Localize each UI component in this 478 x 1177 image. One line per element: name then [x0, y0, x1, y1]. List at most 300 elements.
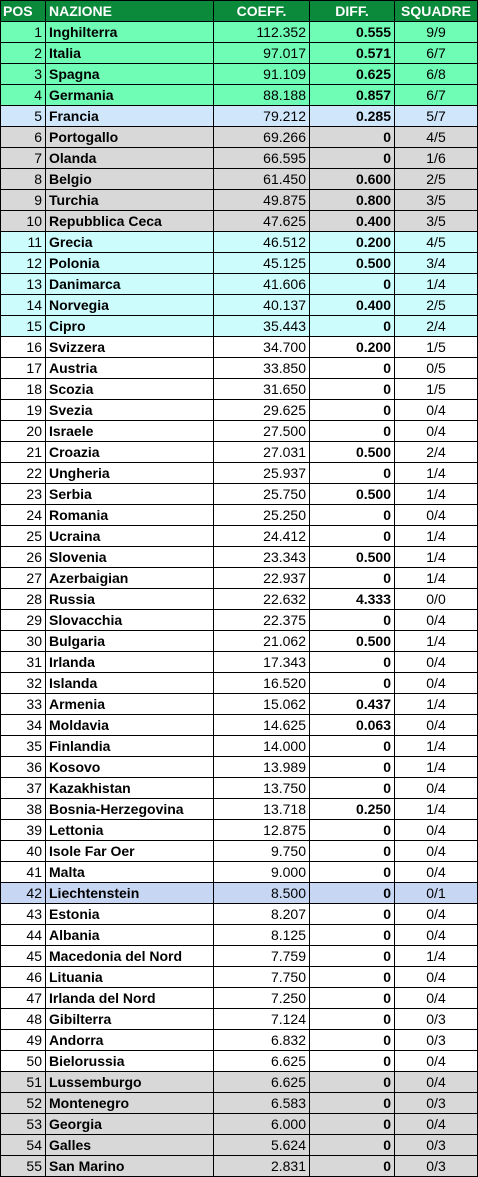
teams-cell: 1/4 [395, 547, 478, 568]
rank-cell: 47 [1, 988, 46, 1009]
rank-cell: 10 [1, 211, 46, 232]
teams-cell: 0/4 [395, 862, 478, 883]
rank-cell: 34 [1, 715, 46, 736]
coeff-cell: 6.625 [214, 1072, 310, 1093]
nation-cell: Galles [46, 1135, 214, 1156]
teams-cell: 2/4 [395, 442, 478, 463]
coeff-cell: 14.000 [214, 736, 310, 757]
table-row [1, 610, 478, 631]
coeff-cell: 46.512 [214, 232, 310, 253]
teams-cell: 6/8 [395, 64, 478, 85]
rank-cell: 9 [1, 190, 46, 211]
rank-cell: 18 [1, 379, 46, 400]
coeff-cell: 21.062 [214, 631, 310, 652]
teams-cell: 0/4 [395, 673, 478, 694]
nation-cell: Estonia [46, 904, 214, 925]
teams-cell: 4/5 [395, 232, 478, 253]
coeff-cell: 25.750 [214, 484, 310, 505]
coeff-cell: 8.125 [214, 925, 310, 946]
rank-cell: 2 [1, 43, 46, 64]
coeff-cell: 66.595 [214, 148, 310, 169]
teams-cell: 1/4 [395, 631, 478, 652]
teams-cell: 1/6 [395, 148, 478, 169]
teams-cell: 5/7 [395, 106, 478, 127]
coeff-cell: 6.832 [214, 1030, 310, 1051]
teams-cell: 1/4 [395, 568, 478, 589]
table-row [1, 1135, 478, 1156]
coeff-cell: 13.718 [214, 799, 310, 820]
nation-cell: Ungheria [46, 463, 214, 484]
teams-cell: 0/3 [395, 1030, 478, 1051]
table-row [1, 484, 478, 505]
diff-cell: 0 [310, 652, 395, 673]
coeff-cell: 47.625 [214, 211, 310, 232]
table-row [1, 127, 478, 148]
table-row [1, 232, 478, 253]
rank-cell: 24 [1, 505, 46, 526]
teams-cell: 0/4 [395, 715, 478, 736]
nation-cell: Bosnia-Herzegovina [46, 799, 214, 820]
teams-cell: 9/9 [395, 22, 478, 43]
coeff-cell: 8.207 [214, 904, 310, 925]
teams-cell: 1/4 [395, 526, 478, 547]
teams-cell: 0/4 [395, 1072, 478, 1093]
nation-cell: Svezia [46, 400, 214, 421]
rank-cell: 1 [1, 22, 46, 43]
header-row [1, 1, 478, 22]
rank-cell: 20 [1, 421, 46, 442]
nation-cell: Ucraina [46, 526, 214, 547]
coeff-cell: 35.443 [214, 316, 310, 337]
nation-cell: Repubblica Ceca [46, 211, 214, 232]
table-row [1, 358, 478, 379]
diff-cell: 0.285 [310, 106, 395, 127]
diff-cell: 0.800 [310, 190, 395, 211]
rank-cell: 19 [1, 400, 46, 421]
header-coeff: COEFF. [214, 1, 310, 22]
teams-cell: 0/4 [395, 610, 478, 631]
rank-cell: 49 [1, 1030, 46, 1051]
coeff-cell: 79.212 [214, 106, 310, 127]
rank-cell: 50 [1, 1051, 46, 1072]
nation-cell: San Marino [46, 1156, 214, 1177]
nation-cell: Inghilterra [46, 22, 214, 43]
coeff-cell: 7.124 [214, 1009, 310, 1030]
header-nation: NAZIONE [46, 1, 214, 22]
diff-cell: 0 [310, 1156, 395, 1177]
coeff-cell: 24.412 [214, 526, 310, 547]
nation-cell: Moldavia [46, 715, 214, 736]
teams-cell: 0/4 [395, 1114, 478, 1135]
rank-cell: 33 [1, 694, 46, 715]
table-row [1, 253, 478, 274]
table-row [1, 505, 478, 526]
coeff-cell: 88.188 [214, 85, 310, 106]
diff-cell: 0.500 [310, 253, 395, 274]
coeff-cell: 112.352 [214, 22, 310, 43]
rank-cell: 8 [1, 169, 46, 190]
table-row [1, 1114, 478, 1135]
rank-cell: 29 [1, 610, 46, 631]
table-row [1, 316, 478, 337]
table-row [1, 1093, 478, 1114]
table-row [1, 589, 478, 610]
teams-cell: 0/4 [395, 925, 478, 946]
rank-cell: 31 [1, 652, 46, 673]
teams-cell: 0/4 [395, 988, 478, 1009]
diff-cell: 0 [310, 1114, 395, 1135]
rank-cell: 5 [1, 106, 46, 127]
coeff-cell: 69.266 [214, 127, 310, 148]
teams-cell: 0/3 [395, 1093, 478, 1114]
nation-cell: Montenegro [46, 1093, 214, 1114]
rank-cell: 28 [1, 589, 46, 610]
rank-cell: 26 [1, 547, 46, 568]
table-row [1, 400, 478, 421]
diff-cell: 0 [310, 463, 395, 484]
nation-cell: Italia [46, 43, 214, 64]
table-row [1, 526, 478, 547]
teams-cell: 0/4 [395, 841, 478, 862]
nation-cell: Armenia [46, 694, 214, 715]
diff-cell: 0 [310, 505, 395, 526]
nation-cell: Andorra [46, 1030, 214, 1051]
diff-cell: 0 [310, 1135, 395, 1156]
rank-cell: 3 [1, 64, 46, 85]
nation-cell: Serbia [46, 484, 214, 505]
diff-cell: 0 [310, 925, 395, 946]
teams-cell: 0/4 [395, 967, 478, 988]
table-row [1, 757, 478, 778]
diff-cell: 0.500 [310, 484, 395, 505]
teams-cell: 3/4 [395, 253, 478, 274]
header-teams: SQUADRE [395, 1, 478, 22]
coeff-cell: 31.650 [214, 379, 310, 400]
table-row [1, 337, 478, 358]
table-row [1, 442, 478, 463]
rank-cell: 51 [1, 1072, 46, 1093]
table-row [1, 967, 478, 988]
nation-cell: Malta [46, 862, 214, 883]
diff-cell: 0 [310, 757, 395, 778]
diff-cell: 0 [310, 883, 395, 904]
table-row [1, 904, 478, 925]
rank-cell: 13 [1, 274, 46, 295]
diff-cell: 0.063 [310, 715, 395, 736]
nation-cell: Grecia [46, 232, 214, 253]
coeff-cell: 17.343 [214, 652, 310, 673]
diff-cell: 0.400 [310, 295, 395, 316]
table-row [1, 883, 478, 904]
coeff-cell: 6.583 [214, 1093, 310, 1114]
diff-cell: 0 [310, 526, 395, 547]
nation-cell: Turchia [46, 190, 214, 211]
teams-cell: 0/5 [395, 358, 478, 379]
nation-cell: Liechtenstein [46, 883, 214, 904]
coeff-cell: 34.700 [214, 337, 310, 358]
diff-cell: 0 [310, 904, 395, 925]
teams-cell: 2/5 [395, 295, 478, 316]
rank-cell: 16 [1, 337, 46, 358]
coeff-cell: 25.250 [214, 505, 310, 526]
rank-cell: 48 [1, 1009, 46, 1030]
rank-cell: 27 [1, 568, 46, 589]
teams-cell: 3/5 [395, 211, 478, 232]
teams-cell: 1/5 [395, 337, 478, 358]
rank-cell: 40 [1, 841, 46, 862]
teams-cell: 1/4 [395, 799, 478, 820]
diff-cell: 0.555 [310, 22, 395, 43]
diff-cell: 0.200 [310, 232, 395, 253]
nation-cell: Kazakhistan [46, 778, 214, 799]
rank-cell: 36 [1, 757, 46, 778]
diff-cell: 0 [310, 778, 395, 799]
teams-cell: 6/7 [395, 85, 478, 106]
rank-cell: 53 [1, 1114, 46, 1135]
diff-cell: 0.437 [310, 694, 395, 715]
teams-cell: 0/4 [395, 778, 478, 799]
diff-cell: 0 [310, 421, 395, 442]
rank-cell: 35 [1, 736, 46, 757]
table-row [1, 925, 478, 946]
coeff-cell: 33.850 [214, 358, 310, 379]
coeff-cell: 45.125 [214, 253, 310, 274]
rank-cell: 45 [1, 946, 46, 967]
teams-cell: 0/3 [395, 1009, 478, 1030]
nation-cell: Portogallo [46, 127, 214, 148]
nation-cell: Norvegia [46, 295, 214, 316]
coeff-cell: 97.017 [214, 43, 310, 64]
diff-cell: 0 [310, 127, 395, 148]
table-row [1, 715, 478, 736]
nation-cell: Slovenia [46, 547, 214, 568]
table-row [1, 85, 478, 106]
teams-cell: 0/0 [395, 589, 478, 610]
coeff-cell: 91.109 [214, 64, 310, 85]
rank-cell: 39 [1, 820, 46, 841]
coeff-cell: 7.750 [214, 967, 310, 988]
coeff-cell: 13.989 [214, 757, 310, 778]
rank-cell: 6 [1, 127, 46, 148]
rank-cell: 14 [1, 295, 46, 316]
nation-cell: Germania [46, 85, 214, 106]
diff-cell: 0.571 [310, 43, 395, 64]
coeff-cell: 12.875 [214, 820, 310, 841]
rank-cell: 7 [1, 148, 46, 169]
teams-cell: 4/5 [395, 127, 478, 148]
nation-cell: Gibilterra [46, 1009, 214, 1030]
rank-cell: 44 [1, 925, 46, 946]
table-row [1, 946, 478, 967]
nation-cell: Polonia [46, 253, 214, 274]
nation-cell: Spagna [46, 64, 214, 85]
table-row [1, 379, 478, 400]
nation-cell: Olanda [46, 148, 214, 169]
nation-cell: Georgia [46, 1114, 214, 1135]
table-row [1, 274, 478, 295]
coeff-cell: 40.137 [214, 295, 310, 316]
teams-cell: 0/4 [395, 421, 478, 442]
teams-cell: 0/4 [395, 1051, 478, 1072]
nation-cell: Danimarca [46, 274, 214, 295]
table-row [1, 43, 478, 64]
diff-cell: 0 [310, 988, 395, 1009]
table-row [1, 841, 478, 862]
teams-cell: 1/4 [395, 694, 478, 715]
rank-cell: 52 [1, 1093, 46, 1114]
teams-cell: 1/4 [395, 463, 478, 484]
table-row [1, 295, 478, 316]
coeff-cell: 22.375 [214, 610, 310, 631]
diff-cell: 0 [310, 610, 395, 631]
nation-cell: Kosovo [46, 757, 214, 778]
diff-cell: 0.625 [310, 64, 395, 85]
teams-cell: 0/4 [395, 652, 478, 673]
table-row [1, 1051, 478, 1072]
diff-cell: 0 [310, 148, 395, 169]
coeff-cell: 7.759 [214, 946, 310, 967]
rank-cell: 11 [1, 232, 46, 253]
nation-cell: Bulgaria [46, 631, 214, 652]
table-row [1, 778, 478, 799]
diff-cell: 0 [310, 1009, 395, 1030]
nation-cell: Austria [46, 358, 214, 379]
header-pos: POS [1, 1, 46, 22]
nation-cell: Albania [46, 925, 214, 946]
coeff-cell: 22.632 [214, 589, 310, 610]
coeff-cell: 27.500 [214, 421, 310, 442]
teams-cell: 1/4 [395, 757, 478, 778]
table-row [1, 64, 478, 85]
rank-cell: 15 [1, 316, 46, 337]
diff-cell: 0 [310, 379, 395, 400]
diff-cell: 0 [310, 1030, 395, 1051]
diff-cell: 0.500 [310, 631, 395, 652]
table-row [1, 862, 478, 883]
coeff-cell: 41.606 [214, 274, 310, 295]
diff-cell: 4.333 [310, 589, 395, 610]
diff-cell: 0 [310, 274, 395, 295]
nation-cell: Croazia [46, 442, 214, 463]
coeff-cell: 2.831 [214, 1156, 310, 1177]
rank-cell: 55 [1, 1156, 46, 1177]
rank-cell: 12 [1, 253, 46, 274]
header-diff: DIFF. [310, 1, 395, 22]
table-row [1, 1030, 478, 1051]
table-row [1, 820, 478, 841]
teams-cell: 0/3 [395, 1156, 478, 1177]
table-row [1, 1156, 478, 1177]
teams-cell: 0/4 [395, 400, 478, 421]
nation-cell: Cipro [46, 316, 214, 337]
coeff-cell: 5.624 [214, 1135, 310, 1156]
table-row [1, 106, 478, 127]
diff-cell: 0.500 [310, 547, 395, 568]
coeff-cell: 25.937 [214, 463, 310, 484]
coeff-cell: 14.625 [214, 715, 310, 736]
teams-cell: 1/4 [395, 946, 478, 967]
coeff-cell: 15.062 [214, 694, 310, 715]
diff-cell: 0 [310, 673, 395, 694]
nation-cell: Scozia [46, 379, 214, 400]
rank-cell: 32 [1, 673, 46, 694]
diff-cell: 0.600 [310, 169, 395, 190]
table-row [1, 169, 478, 190]
table-row [1, 631, 478, 652]
rank-cell: 25 [1, 526, 46, 547]
rank-cell: 21 [1, 442, 46, 463]
nation-cell: Slovacchia [46, 610, 214, 631]
table-row [1, 673, 478, 694]
table-row [1, 547, 478, 568]
coeff-cell: 22.937 [214, 568, 310, 589]
teams-cell: 6/7 [395, 43, 478, 64]
nation-cell: Isole Far Oer [46, 841, 214, 862]
rank-cell: 46 [1, 967, 46, 988]
table-row [1, 988, 478, 1009]
coeff-cell: 29.625 [214, 400, 310, 421]
nation-cell: Lituania [46, 967, 214, 988]
diff-cell: 0 [310, 358, 395, 379]
table-row [1, 148, 478, 169]
coeff-cell: 13.750 [214, 778, 310, 799]
teams-cell: 0/3 [395, 1135, 478, 1156]
rank-cell: 4 [1, 85, 46, 106]
nation-cell: Finlandia [46, 736, 214, 757]
table-row [1, 652, 478, 673]
teams-cell: 0/1 [395, 883, 478, 904]
diff-cell: 0 [310, 568, 395, 589]
diff-cell: 0 [310, 1051, 395, 1072]
coeff-cell: 6.000 [214, 1114, 310, 1135]
rank-cell: 23 [1, 484, 46, 505]
coeff-cell: 27.031 [214, 442, 310, 463]
table-row [1, 190, 478, 211]
diff-cell: 0 [310, 820, 395, 841]
teams-cell: 2/4 [395, 316, 478, 337]
coeff-cell: 16.520 [214, 673, 310, 694]
teams-cell: 0/4 [395, 820, 478, 841]
coeff-cell: 7.250 [214, 988, 310, 1009]
teams-cell: 3/5 [395, 190, 478, 211]
table-row [1, 22, 478, 43]
nation-cell: Macedonia del Nord [46, 946, 214, 967]
table-row [1, 211, 478, 232]
coeff-cell: 6.625 [214, 1051, 310, 1072]
coeff-cell: 9.750 [214, 841, 310, 862]
rank-cell: 17 [1, 358, 46, 379]
teams-cell: 2/5 [395, 169, 478, 190]
nation-cell: Romania [46, 505, 214, 526]
diff-cell: 0 [310, 400, 395, 421]
nation-cell: Israele [46, 421, 214, 442]
coeff-cell: 23.343 [214, 547, 310, 568]
nation-cell: Lettonia [46, 820, 214, 841]
coeff-cell: 61.450 [214, 169, 310, 190]
nation-cell: Belgio [46, 169, 214, 190]
diff-cell: 0.400 [310, 211, 395, 232]
table-row [1, 568, 478, 589]
teams-cell: 0/4 [395, 505, 478, 526]
teams-cell: 0/4 [395, 904, 478, 925]
rank-cell: 43 [1, 904, 46, 925]
rank-cell: 38 [1, 799, 46, 820]
rank-cell: 37 [1, 778, 46, 799]
nation-cell: Francia [46, 106, 214, 127]
teams-cell: 1/4 [395, 484, 478, 505]
teams-cell: 1/4 [395, 274, 478, 295]
nation-cell: Islanda [46, 673, 214, 694]
